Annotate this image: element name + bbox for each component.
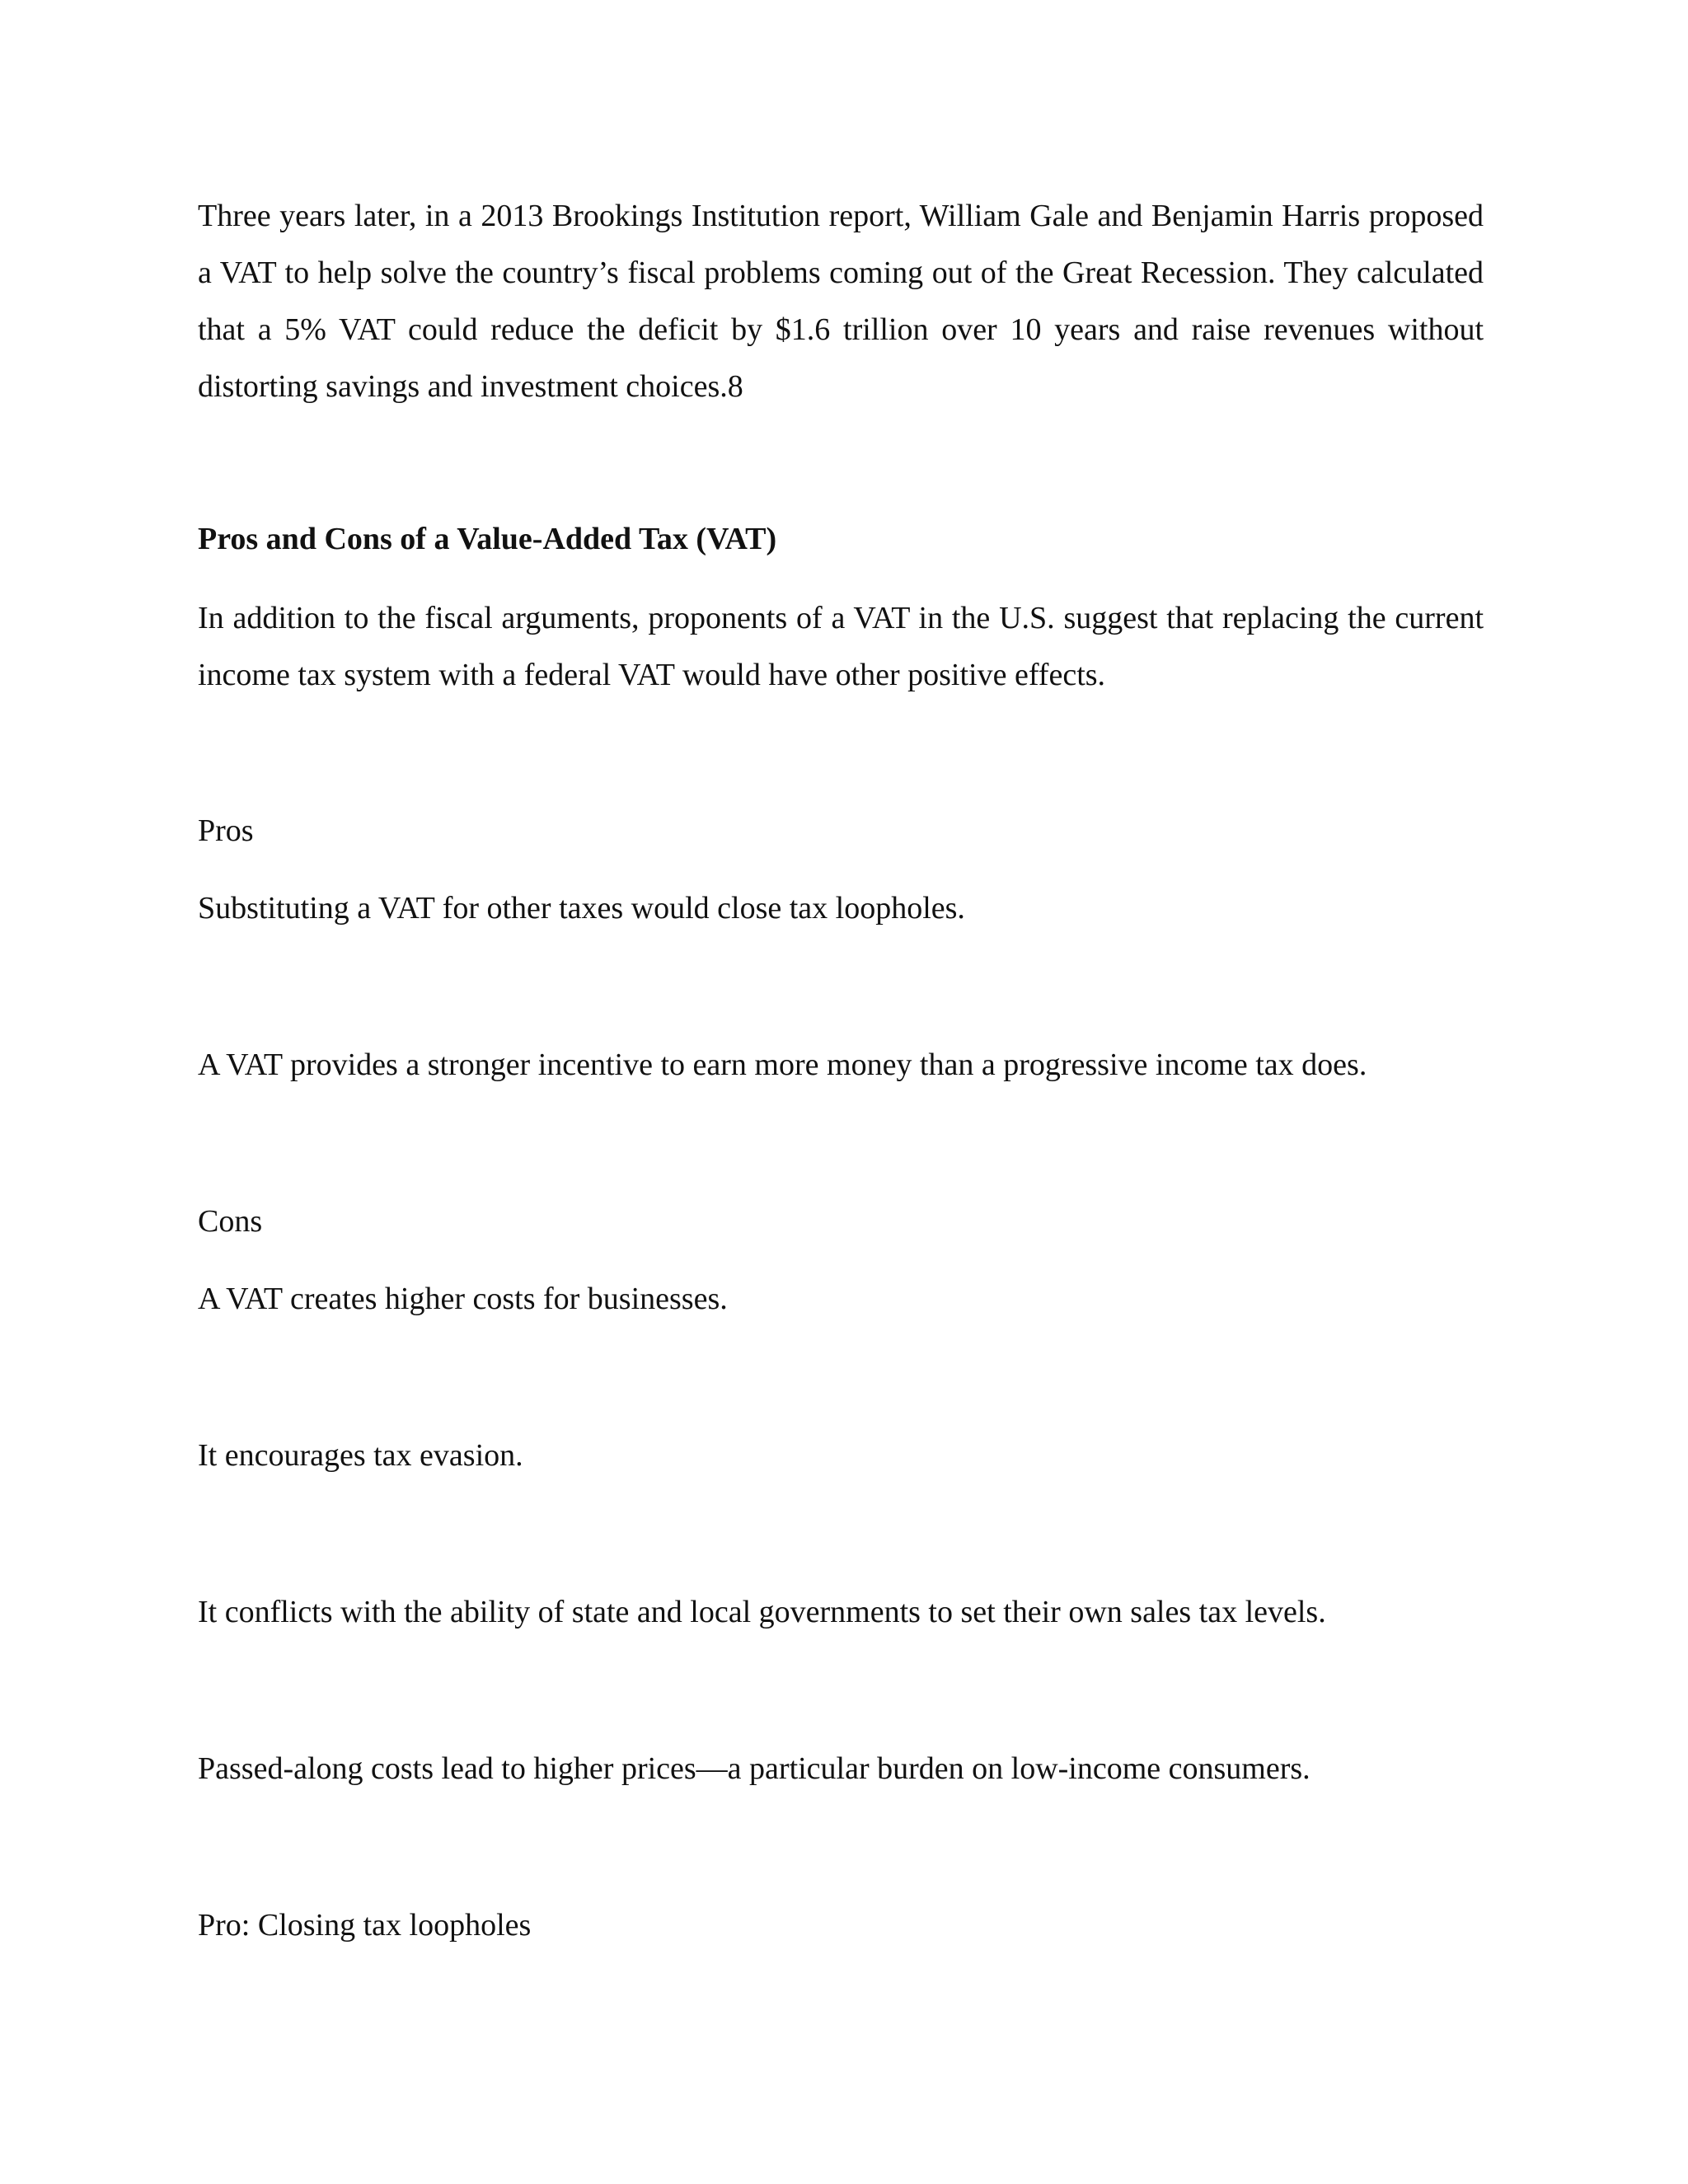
- pros-label: Pros: [198, 813, 254, 848]
- pro-item-1: Substituting a VAT for other taxes would close tax loopholes.: [198, 891, 965, 926]
- con-item-2: It encourages tax evasion.: [198, 1438, 523, 1473]
- pro-item-2: A VAT provides a stronger incentive to earn more money than a progressive income tax does.: [198, 1047, 1367, 1082]
- con-item-3: It conflicts with the ability of state and local governments to set their own sales tax levels.: [198, 1595, 1326, 1629]
- section-heading: Pros and Cons of a Value-Added Tax (VAT): [198, 522, 777, 556]
- intro-paragraph: Three years later, in a 2013 Brookings Institution report, William Gale and Benjamin Harris proposed a VAT to help solve the country’s fiscal problems coming out of the Great Recession. They calculated that a 5% VAT could reduce the deficit by $1.6 trillion over 10 years and raise revenues without distorting savings and investment choices.8: [198, 199, 1484, 404]
- section-intro-paragraph: In addition to the fiscal arguments, proponents of a VAT in the U.S. suggest that replacing the current income tax system with a federal VAT would have other positive effects.: [198, 601, 1484, 692]
- subheading-pro-closing-loopholes: Pro: Closing tax loopholes: [198, 1908, 532, 1943]
- con-item-4: Passed-along costs lead to higher prices—a particular burden on low-income consumers.: [198, 1751, 1311, 1786]
- con-item-1: A VAT creates higher costs for businesses.: [198, 1282, 728, 1316]
- cons-label: Cons: [198, 1204, 263, 1239]
